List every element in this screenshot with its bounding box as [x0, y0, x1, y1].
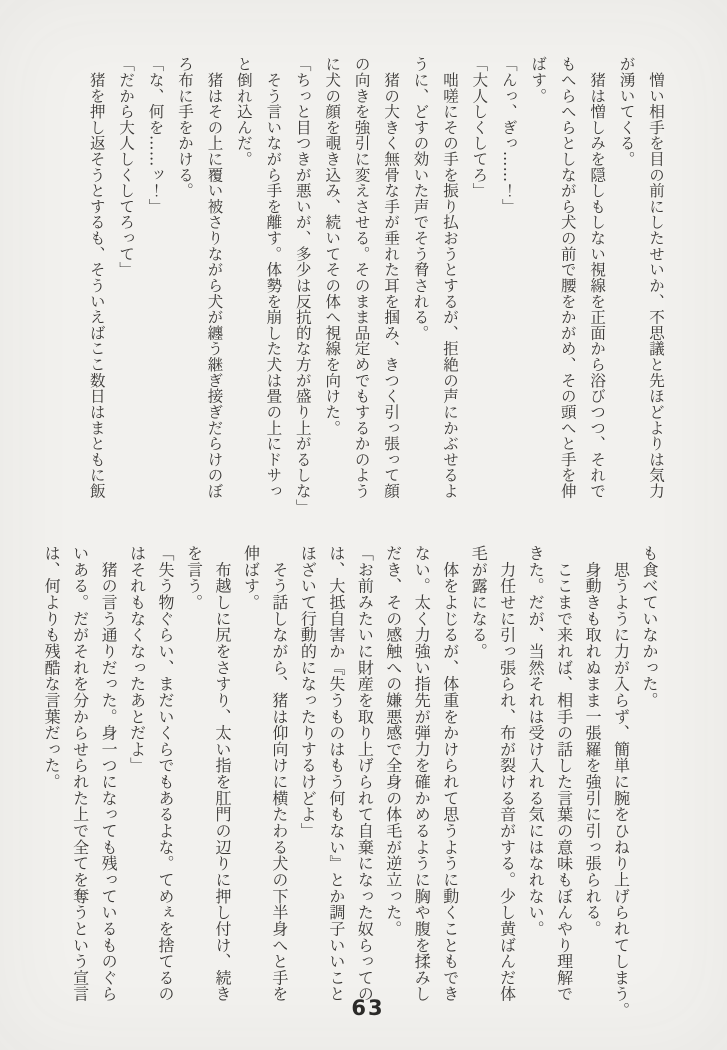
text-column: 力任せに引っ張られ、布が裂ける音がする。少し黄ばんだ体 — [497, 545, 517, 1002]
text-column: 身動きも取れぬまま一張羅を強引に引っ張られる。 — [583, 545, 603, 937]
text-column: 体をよじるが、体重をかけられて思うように動くこともでき — [440, 545, 460, 1002]
text-column: きた。だが、当然それは受け入れる気にはなれない。 — [526, 545, 546, 937]
text-column: だき、その感触への嫌悪感で全身の体毛が逆立った。 — [383, 545, 403, 937]
text-column: いある。だがそれを分からせられた上で全てを奪うという宣言 — [70, 545, 90, 1002]
text-column: は、大抵自害か『失うものはもう何もない』とか調子いいこと — [326, 545, 346, 1002]
text-column: が湧いてくる。 — [617, 56, 636, 167]
text-column: ほざいて行動的になったりするけどよ」 — [298, 545, 318, 839]
text-column: 咄嗟にその手を振り払おうとするが、拒絶の声にかぶせるよ — [440, 56, 459, 499]
text-column: 「んっ、ぎっ……！」 — [499, 56, 518, 215]
text-column: を言う。 — [184, 545, 204, 611]
text-column: ろ布に手をかける。 — [176, 56, 194, 199]
text-column: 毛が露になる。 — [469, 545, 489, 660]
text-column: 憎い相手を目の前にしたせいか、不思議と先ほどよりは気力 — [647, 56, 665, 499]
top-text-block — [81, 56, 670, 515]
text-column: うに、どすの効いた声でそう脅される。 — [411, 56, 430, 341]
text-column: 「失う物ぐらい、まだいくらでもあるよな。てめぇを捨てるの — [156, 545, 176, 1002]
text-column: 「ちっと目つきが悪いが、多少は反抗的な方が盛り上がるしな」 — [293, 56, 312, 515]
text-column: 猪を押し返そうとするも、そういえばここ数日はまともに飯 — [87, 56, 106, 499]
text-column: も食べていなかった。 — [640, 545, 659, 709]
text-column: 「だから大人しくしてろって」 — [117, 56, 136, 278]
text-column: ばす。 — [529, 56, 548, 104]
text-column: 「お前みたいに財産を取り上げられて自棄になった奴らっての — [355, 545, 375, 1002]
text-column: そう話しながら、猪は仰向けに横たわる犬の下半身へと手を — [269, 545, 289, 1002]
text-column: 伸ばす。 — [241, 545, 261, 611]
text-column: 猪は憎しみを隠しもしない視線を正面から浴びつつ、それで — [588, 56, 607, 499]
text-column: 「な、何を……ッ！」 — [146, 56, 165, 215]
text-column: 「大人しくしてろ」 — [470, 56, 489, 199]
text-column: はそれもなくなったあとだよ」 — [127, 545, 147, 774]
text-column: ない。太く力強い指先が弾力を確かめるように胸や腹を揉みし — [412, 545, 432, 1002]
text-column: の向きを強引に変えさせる。そのまま品定めでもするかのよう — [352, 56, 371, 499]
text-column: ここまで来れば、相手の話した言葉の意味もぼんやり理解で — [554, 545, 574, 1002]
text-column: 布越しに尻をさすり、太い指を肛門の辺りに押し付け、続き — [212, 545, 232, 1002]
text-column: 猪はその上に覆い被さりながら犬が纏う継ぎ接ぎだらけのぼ — [205, 56, 224, 499]
text-column: は、何よりも残酷な言葉だった。 — [42, 545, 62, 790]
text-column: に犬の顔を覗き込み、続いてその体へ視線を向けた。 — [323, 56, 342, 436]
text-column: 猪の言う通りだった。身一つになっても残っているものぐら — [99, 545, 119, 1002]
text-column: そう言いながら手を離す。体勢を崩した犬は畳の上にドサっ — [264, 56, 283, 499]
text-column: と倒れ込んだ。 — [234, 56, 253, 167]
text-column: 思うように力が入らず、簡単に腕をひねり上げられてしまう。 — [611, 545, 631, 1019]
page-number: 63 — [351, 996, 385, 1020]
text-column: もへらへらとしながら犬の前で腰をかがめ、その頭へと手を伸 — [558, 56, 577, 499]
text-column: 猪の大きく無骨な手が垂れた耳を掴み、きつく引っ張って顔 — [382, 56, 401, 499]
